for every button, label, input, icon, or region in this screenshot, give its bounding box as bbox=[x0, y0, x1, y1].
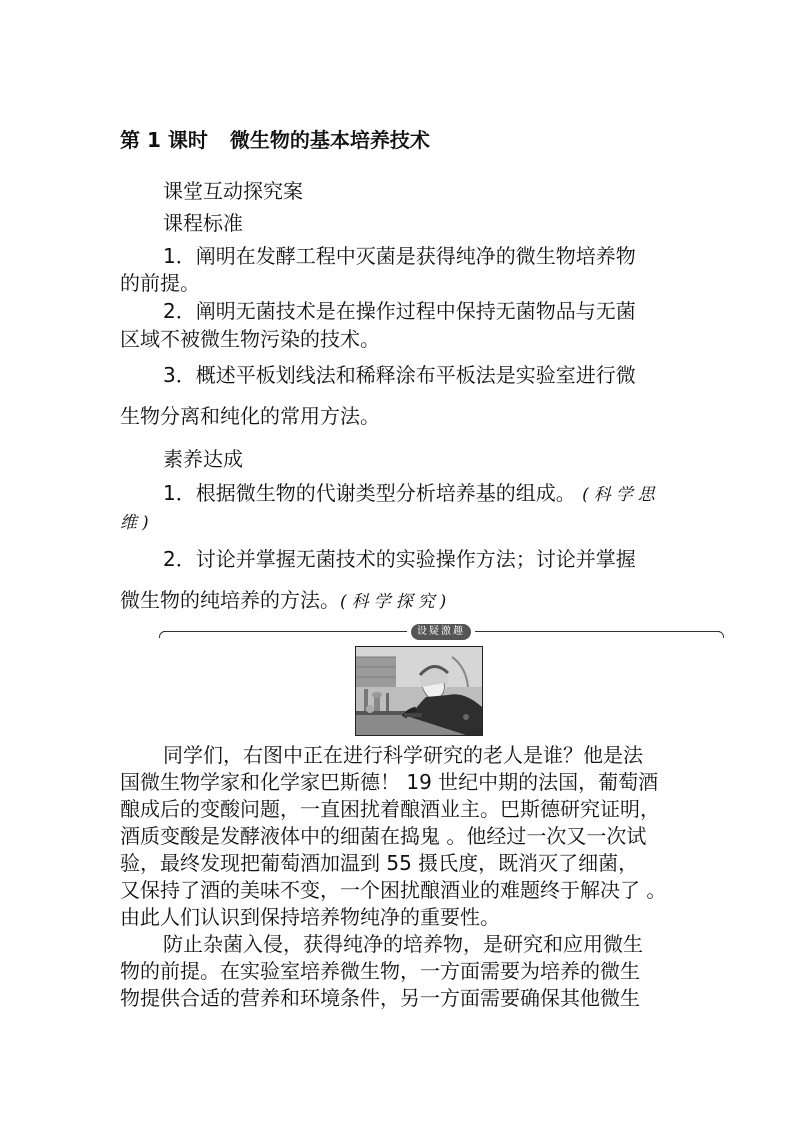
literacy-2-line-1: 2．讨论并掌握无菌技术的实验操作方法；讨论并掌握 bbox=[163, 547, 636, 571]
intro-p2-line-2: 物的前提。在实验室培养微生物，一方面需要为培养的微生 bbox=[120, 959, 640, 983]
literacy-2-note: (科学探究) bbox=[340, 592, 452, 612]
page-title bbox=[120, 124, 430, 153]
intro-p2-line-1: 防止杂菌入侵，获得纯净的培养物，是研究和应用微生 bbox=[163, 932, 643, 956]
standard-3-line-1: 3．概述平板划线法和稀释涂布平板法是实验室进行微 bbox=[163, 363, 636, 387]
literacy-1-line-2: 维) bbox=[120, 513, 154, 533]
intro-p1-line-7: 由此人们认识到保持培养物纯净的重要性。 bbox=[120, 905, 500, 929]
literacy-1-note: (科学思 bbox=[582, 485, 660, 505]
intro-p1-line-1: 同学们，右图中正在进行科学研究的老人是谁？他是法 bbox=[163, 743, 643, 767]
literacy-1-text: 1．根据微生物的代谢类型分析培养基的组成。 bbox=[163, 481, 576, 505]
scientist-portrait bbox=[355, 646, 483, 736]
literacy-heading: 素养达成 bbox=[163, 447, 243, 471]
intro-p1-line-6: 又保持了酒的美味不变，一个困扰酿酒业的难题终于解决了 。 bbox=[120, 878, 667, 902]
lesson-name: 微生物的基本培养技术 bbox=[229, 128, 430, 152]
literacy-2-text: 微生物的纯培养的方法。 bbox=[120, 588, 340, 612]
standard-1-line-2: 的前提。 bbox=[120, 271, 200, 295]
intro-p1-line-5: 验，最终发现把葡萄酒加温到 55 摄氏度，既消灭了细菌， bbox=[120, 851, 639, 875]
classroom-heading: 课堂互动探究案 bbox=[163, 179, 303, 203]
standard-3-line-2: 生物分离和纯化的常用方法。 bbox=[120, 404, 380, 428]
literacy-1-line-1 bbox=[163, 481, 660, 507]
lesson-number: 第 1 课时 bbox=[120, 128, 208, 152]
standards-heading: 课程标准 bbox=[163, 211, 243, 235]
literacy-2-line-2 bbox=[120, 588, 451, 614]
portrait-illustration bbox=[356, 647, 482, 735]
section-divider bbox=[163, 623, 720, 641]
standard-2-line-1: 2．阐明无菌技术是在操作过程中保持无菌物品与无菌 bbox=[163, 299, 636, 323]
standard-1-line-1: 1．阐明在发酵工程中灭菌是获得纯净的微生物培养物 bbox=[163, 244, 636, 268]
divider-badge-label: 设疑激趣 bbox=[411, 624, 471, 640]
divider-badge bbox=[407, 623, 475, 641]
intro-p1-line-2: 国微生物学家和化学家巴斯德！ 19 世纪中期的法国，葡萄酒 bbox=[120, 770, 659, 794]
intro-p2-line-3: 物提供合适的营养和环境条件，另一方面需要确保其他微生 bbox=[120, 986, 640, 1010]
divider-right-curl bbox=[717, 631, 724, 638]
intro-p1-line-4: 酒质变酸是发酵液体中的细菌在捣鬼 。他经过一次又一次试 bbox=[120, 824, 647, 848]
divider-left-curl bbox=[159, 631, 166, 638]
standard-2-line-2: 区域不被微生物污染的技术。 bbox=[120, 327, 380, 351]
intro-p1-line-3: 酿成后的变酸问题，一直困扰着酿酒业主。巴斯德研究证明， bbox=[120, 797, 660, 821]
